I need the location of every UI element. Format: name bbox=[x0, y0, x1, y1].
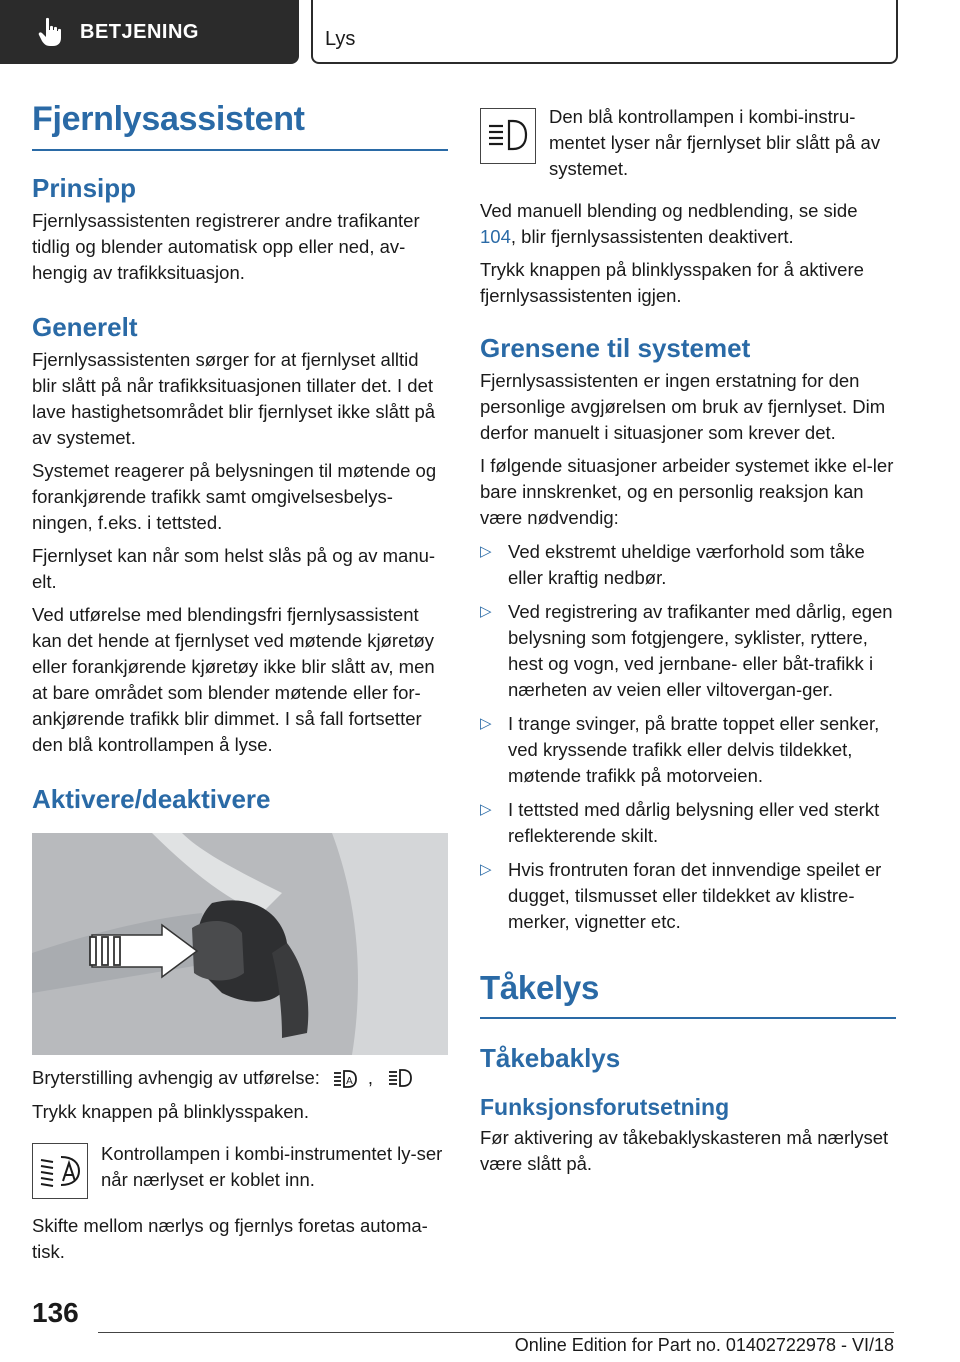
high-beam-indicator-block bbox=[480, 104, 896, 182]
general-paragraph-1: Fjernlysassistenten sørger for at fjernlyset alltid blir slått på når trafikksituasjonen tillater det. I det lave hastighetsområdet blir fjernlyset ikke slått på av systemet. bbox=[32, 349, 436, 448]
turn-signal-stalk-illustration bbox=[32, 833, 448, 1055]
switch-position-text: Bryterstilling avhengig av utførelse: bbox=[32, 1067, 320, 1088]
manual-dimming-text bbox=[480, 198, 896, 250]
switch-separator: , bbox=[367, 1067, 374, 1088]
manual-dimming-post: , blir fjernlysassistenten deaktivert. bbox=[510, 226, 794, 247]
stalk-photo bbox=[32, 833, 448, 1055]
list-item-text: I tettsted med dårlig belysning eller ved sterkt reflekterende skilt. bbox=[508, 799, 880, 846]
general-paragraph-4: Ved utførelse med blendingsfri fjernlysassistent kan det hende at fjernlyset ved møtende kjøretøy eller forankjørende kjøretøy ikke blir slått av, men at bare området som blender møtende eller for-ankjørende trafikk blir dimmet. I så fall fortsetter den blå kontrollampen å lyse. bbox=[32, 604, 435, 755]
page-title: Fjernlysassistent bbox=[32, 100, 448, 151]
section-label: BETJENING bbox=[80, 20, 199, 43]
requirement-text: Før aktivering av tåkebaklyskasteren må nærlyset være slått på. bbox=[480, 1127, 889, 1174]
left-column bbox=[32, 100, 448, 1265]
requirement-heading: Funksjonsforutsetning bbox=[480, 1094, 730, 1120]
general-paragraph-3: Fjernlyset kan når som helst slås på og av manu-elt. bbox=[32, 545, 436, 592]
switch-position-line bbox=[32, 1065, 448, 1091]
page-link-104[interactable]: 104 bbox=[480, 226, 511, 247]
footer-divider bbox=[98, 1332, 894, 1333]
list-item bbox=[480, 711, 896, 789]
list-item bbox=[480, 797, 896, 849]
chapter-tab[interactable] bbox=[311, 0, 898, 64]
section-tab[interactable] bbox=[0, 0, 299, 64]
page-number: 136 bbox=[32, 1297, 79, 1328]
right-column bbox=[480, 104, 896, 1177]
fog-lights-title: Tåkelys bbox=[480, 969, 896, 1019]
bullet-triangle-icon: ▷ bbox=[480, 603, 492, 620]
page-header bbox=[0, 0, 960, 66]
bullet-triangle-icon: ▷ bbox=[480, 543, 492, 560]
limits-paragraph-1: Fjernlysassistenten er ingen erstatning for den personlige avgjørelsen om bruk av fjernlyset. Dim derfor manuelt i situasjoner som krever det. bbox=[480, 370, 886, 443]
list-item bbox=[480, 539, 896, 591]
rear-fog-heading: Tåkebaklys bbox=[480, 1043, 621, 1073]
chapter-label: Lys bbox=[325, 28, 356, 50]
list-item-text: Ved registrering av trafikanter med dårlig, egen belysning som fotgjengere, syklister, ryttere, hest og vogn, ved jernbane- eller båt-trafikk i nærheten av veien eller viltovergan-ger. bbox=[508, 601, 893, 700]
switch-mode-text: Skifte mellom nærlys og fjernlys foretas automa-tisk. bbox=[32, 1215, 428, 1262]
limits-heading: Grensene til systemet bbox=[480, 333, 751, 363]
list-item-text: Ved ekstremt uheldige værforhold som tåke eller kraftig nedbør. bbox=[508, 541, 865, 588]
bullet-triangle-icon: ▷ bbox=[480, 861, 492, 878]
low-beam-auto-indicator-icon bbox=[32, 1143, 88, 1199]
reactivate-text: Trykk knappen på blinklysspaken for å aktivere fjernlysassistenten igjen. bbox=[480, 259, 864, 306]
bullet-triangle-icon: ▷ bbox=[480, 715, 492, 732]
general-heading: Generelt bbox=[32, 312, 138, 342]
hand-pointer-icon bbox=[38, 17, 64, 47]
list-item-text: I trange svinger, på bratte toppet eller senker, ved kryssende trafikk eller delvis tildekket, møtende trafikk på motorveien. bbox=[508, 713, 880, 786]
high-beam-assistant-icon bbox=[387, 1065, 413, 1091]
high-beam-indicator-text: Den blå kontrollampen i kombi-instru-mentet lyser når fjernlyset blir slått på av systemet. bbox=[549, 106, 881, 179]
limits-paragraph-2: I følgende situasjoner arbeider systemet ikke el-ler bare innskrenket, og en personlig reaksjon kan være nødvendig: bbox=[480, 455, 894, 528]
list-item bbox=[480, 599, 896, 703]
svg-text:A: A bbox=[345, 1076, 353, 1087]
general-paragraph-2: Systemet reagerer på belysningen til møtende og forankjørende trafikk samt omgivelsesbelys-ningen, f.eks. i tettsted. bbox=[32, 460, 437, 533]
list-item-text: Hvis frontruten foran det innvendige speilet er dugget, tilsmusset eller tildekket av klistre-merker, vignetter etc. bbox=[508, 859, 882, 932]
principle-heading: Prinsipp bbox=[32, 173, 137, 203]
limits-list bbox=[480, 539, 896, 935]
auto-high-beam-icon bbox=[332, 1065, 358, 1091]
low-beam-indicator-block bbox=[32, 1141, 448, 1199]
manual-dimming-pre: Ved manuell blending og nedblending, se side bbox=[480, 200, 858, 221]
list-item bbox=[480, 857, 896, 935]
activate-heading: Aktivere/deaktivere bbox=[32, 784, 271, 814]
edition-text: Online Edition for Part no. 01402722978 - VI/18 bbox=[514, 1335, 894, 1355]
low-beam-indicator-text: Kontrollampen i kombi-instrumentet ly-ser når nærlyset er koblet inn. bbox=[101, 1143, 443, 1190]
principle-text: Fjernlysassistenten registrerer andre trafikanter tidlig og blender automatisk opp eller ned, av-hengig av trafikksituasjon. bbox=[32, 210, 420, 283]
high-beam-indicator-icon bbox=[480, 108, 536, 164]
bullet-triangle-icon: ▷ bbox=[480, 801, 492, 818]
press-button-text: Trykk knappen på blinklysspaken. bbox=[32, 1101, 309, 1122]
